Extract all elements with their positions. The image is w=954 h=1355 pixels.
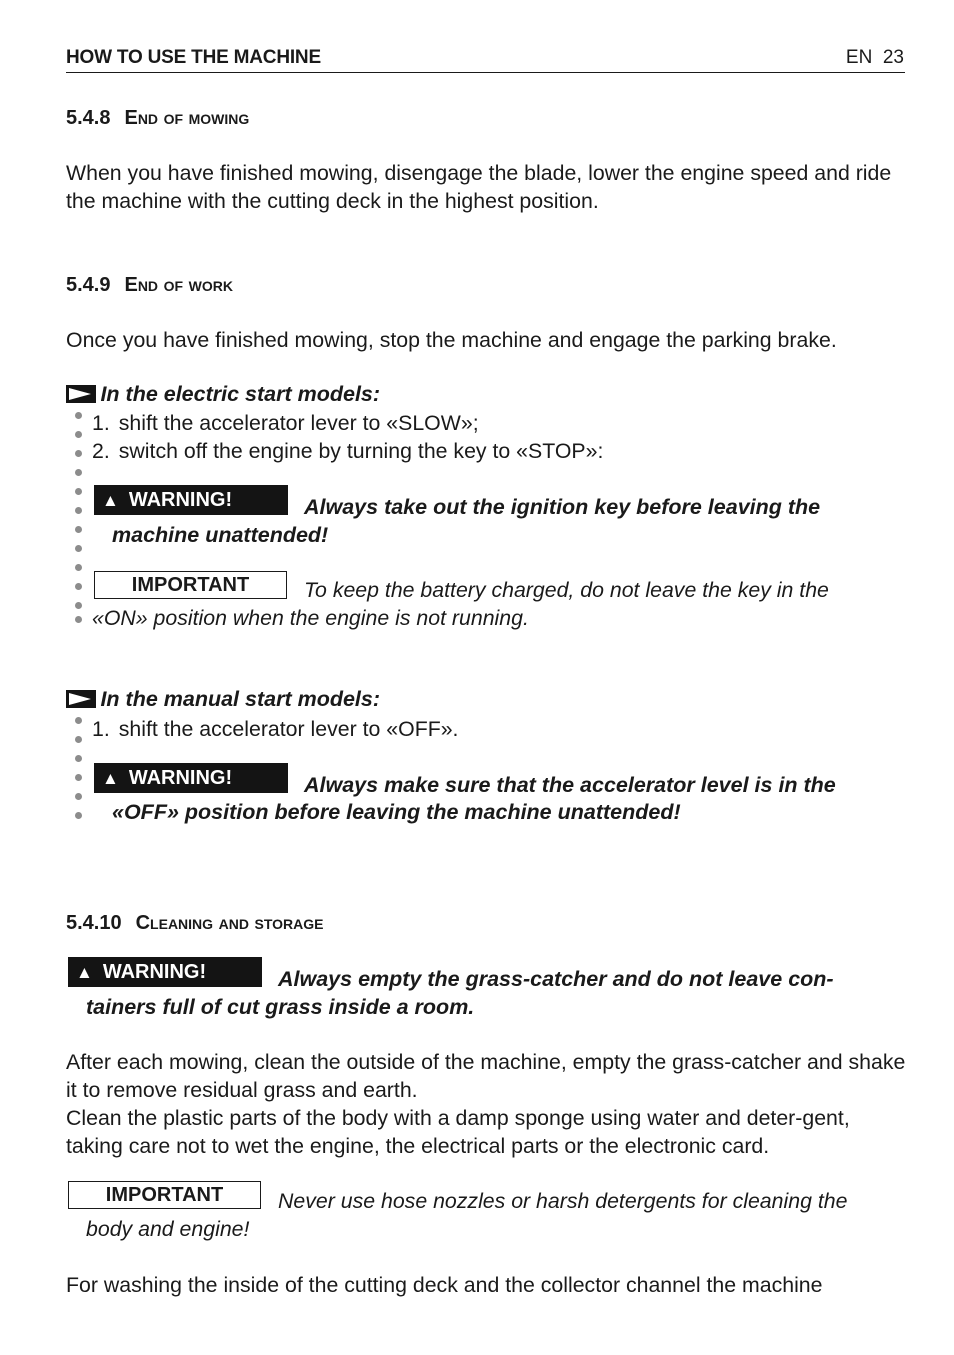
page-number [846,47,904,69]
end-of-work-text: Once you have finished mowing, stop the machine and engage the parking brake. [66,328,837,352]
warning-text-line2: «OFF» position before leaving the machine unattended! [112,800,681,824]
pointer-arrow-icon [66,690,96,708]
warning-text-line1: Always empty the grass-catcher and do not leave con- [278,967,834,991]
cleaning-paragraph-2: Clean the plastic parts of the body with a damp sponge using water and deter-gent, taking care not to wet the engine, the electrical parts or the electronic card. [66,1106,850,1158]
section-heading-549: 5.4.9 End of work [66,274,233,296]
cleaning-paragraph-1: After each mowing, clean the outside of the machine, empty the grass-catcher and shake it to remove residual grass and earth. [66,1050,906,1102]
warning-text-line2: machine unattended! [112,523,329,547]
running-header-title: HOW TO USE THE MACHINE [66,47,321,68]
warning-triangle-icon: ▲ [76,963,93,982]
pointer-arrow-icon [66,385,96,403]
end-of-mowing-text: When you have finished mowing, disengage the blade, lower the engine speed and ride the machine with the cutting deck in the highest position. [66,161,892,213]
important-text-line1: Never use hose nozzles or harsh detergents for cleaning the [278,1189,848,1213]
warning-text-line2: tainers full of cut grass inside a room. [86,995,475,1019]
warning-badge: ▲ WARNING! [68,957,262,987]
warning-text-line1: Always take out the ignition key before leaving the [304,495,821,519]
section-heading-548: 5.4.8 End of mowing [66,107,250,129]
manual-start-heading: In the manual start models: [66,687,380,712]
cleaning-paragraph-3: For washing the inside of the cutting deck and the collector channel the machine [66,1273,823,1297]
warning-badge: ▲ WARNING! [94,485,288,515]
warning-triangle-icon: ▲ [102,491,119,510]
important-badge: IMPORTANT [94,571,287,599]
language-code: EN [845,47,873,68]
electric-step-2: 2. switch off the engine by turning the key to «STOP»: [92,439,604,463]
important-text-line2: body and engine! [86,1217,250,1241]
important-text-line2: «ON» position when the engine is not running. [92,606,529,630]
electric-step-1: 1. shift the accelerator lever to «SLOW»; [92,411,479,435]
section-heading-5410: 5.4.10 Cleaning and storage [66,912,324,934]
warning-badge: ▲ WARNING! [94,763,288,793]
manual-step-1: 1. shift the accelerator lever to «OFF». [92,717,459,741]
page-num: 23 [882,47,904,68]
important-badge: IMPORTANT [68,1181,261,1209]
electric-start-heading: In the electric start models: [66,382,380,407]
warning-triangle-icon: ▲ [102,769,119,788]
warning-text-line1: Always make sure that the accelerator level is in the [304,773,836,797]
important-text-line1: To keep the battery charged, do not leave the key in the [304,578,829,602]
header-rule [66,72,905,73]
